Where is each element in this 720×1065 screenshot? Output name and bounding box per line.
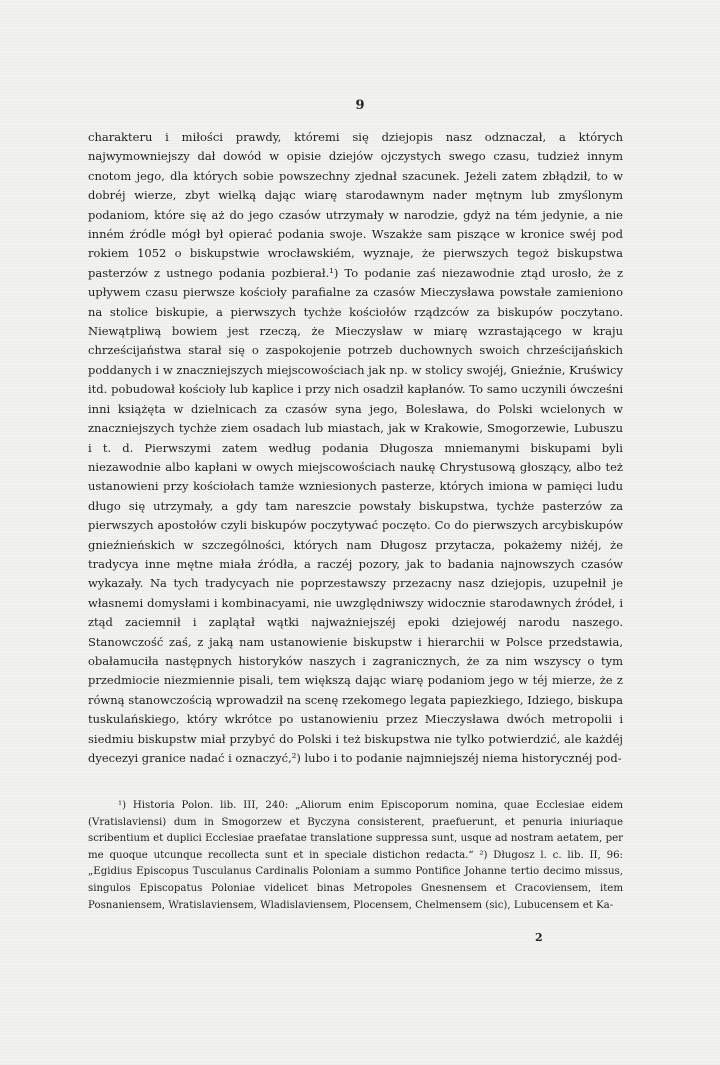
main-text: charakteru i miłości prawdy, któremi się dziejopis nasz odznaczał, a których najwymowniejszy dał dowód w opisie dziejów ojczystych swego czasu, tudzież innym cnotom jego, dla których sobie powszechny zjednał szacunek. Jeżeli zatem zbłądził, to w dobréj wierze, zbyt wielką dając wiarę starodawnym nader mętnym lub zmyślonym podaniom, które się aż do jego czasów utrzymały w narodzie, gdyż na tém jedynie, a nie inném źródle mógł był opierać podania swoje. Wszakże sam piszące w kronice swéj pod rokiem 1052 o biskupstwie wrocławskiém, wyznaje, że pierwszych tegoż biskupstwa pasterzów z ustnego podania pozbierał.¹) To podanie zaś niezawodnie ztąd urosło, że z upływem czasu pierwsze kościoły parafialne za czasów Mieczysława powstałe zamieniono na stolice biskupie, a pierwszych tychże kościołów rządzców za biskupów poczytano. Niewątpliwą bowiem jest rzeczą, że Mieczysław w miarę wzrastającego w kraju chrześcijaństwa starał się o zaspokojenie potrzeb duchownych swoich chrześcijańskich poddanych i w znaczniejszych miejscowościach jak np. w stolicy swojéj, Gnieźnie, Kruświcy itd. pobudował kościoły lub kaplice i przy nich osadził kapłanów. To samo uczynili ówcześni inni książęta w dzielnicach za czasów syna jego, Bolesława, do Polski wcielonych w znaczniejszych tychże ziem osadach lub miastach, jak w Krakowie, Smogorzewie, Lubuszu i t. d. Pierwszymi zatem według podania Długosza mniemanymi biskupami byli niezawodnie albo kapłani w owych miejscowościach naukę Chrystusową głoszący, albo też ustanowieni przy kościołach tamże wzniesionych pasterze, których imiona w pamięci ludu długo się utrzymały, a gdy tam nareszcie powstały biskupstwa, tychże pasterzów za pierwszych apostołów czyli biskupów poczytywać poczęto. Co do pierwszych arcybiskupów gnieźnieńskich w szczególności, których nam Długosz przytacza, pokażemy niżéj, że tradycya inne mętne miała źródła, a raczéj pozory, jak to badania najnowszych czasów wykazały. Na tych tradycyach nie poprzestawszy przezacny nasz dziejopis, uzupełnił je własnemi domysłami i kombinacyami, nie uwzględniwszy widocznie starodawnych źródeł, i ztąd zaciemnił i zaplątał wątki najważniejszéj epoki dziejowéj narodu naszego. Stanowczość zaś, z jaką nam ustanowienie biskupstw i hierarchii w Polsce przedstawia, obałamuciła następnych historyków naszych i zagranicznych, że za nim wszyscy o tym przedmiocie niezmiennie pisali, tem większą dając wiarę podaniom jego w téj mierze, że z równą stanowczością wprowadził na scenę rzekomego legata papiezkiego, Idziego, biskupa tuskulańskiego, który wkrótce po ustanowieniu przez Mieczysława dwóch metropolii i siedmiu biskupstw miał przybyć do Polski i też biskupstwa nie tylko potwierdzić, ale każdéj dyecezyi granice nadać i oznaczyć,²) lubo i to podanie najmniejszéj niema historycznéj pod-: [88, 130, 623, 765]
page-number: 9: [355, 98, 365, 113]
signature-mark: 2: [535, 931, 543, 944]
footnotes: ¹) Historia Polon. lib. III, 240: „Aliorum enim Episcoporum nomina, quae Ecclesiae eidem (Vratislaviensi) dum in Smogorzew et Byczyna consisterent, praefuerunt, et penuria iniuriaque scribentium et duplici Ecclesiae praefatae translatione suppressa sunt, usque ad nostram aetatem, per me quoque utcunque recollecta sunt et in speciale distichon redacta.“ ²) Długosz l. c. lib. II, 96: „Egidius Episcopus Tusculanus Cardinalis Poloniam a summo Pontifice Johanne tertio decimo missus, singulos Episcopatus Poloniae videlicet binas Metropoles Gnesnensem et Cracoviensem, item Posnaniensem, Wratislaviensem, Wladislaviensem, Plocensem, Chelmensem (sic), Lubucensem et Ka-: [88, 800, 623, 911]
